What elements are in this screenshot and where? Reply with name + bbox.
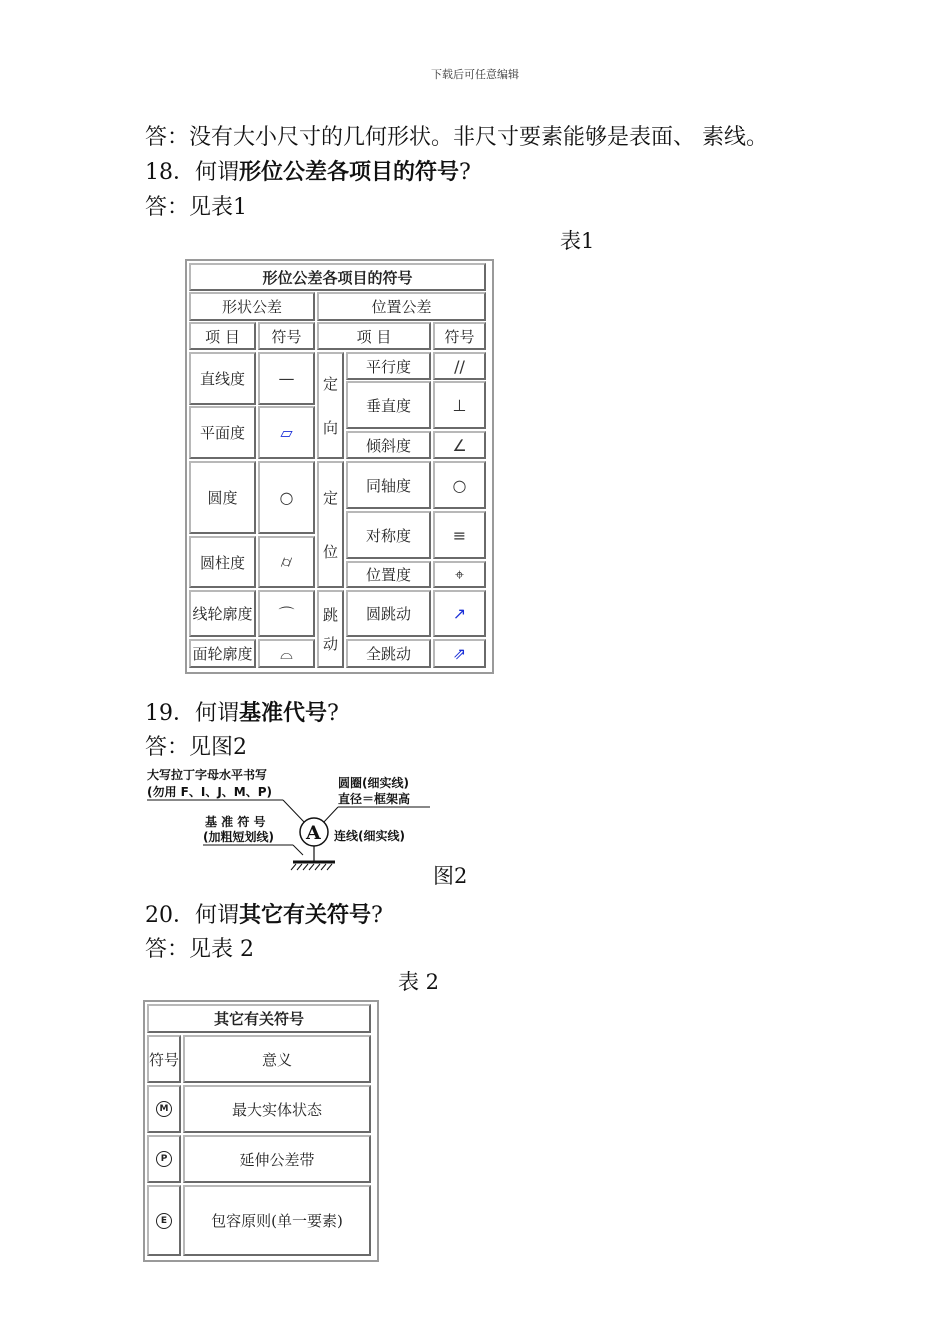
table2-caption: 表 2 [398, 970, 440, 994]
question-19-number: 19．何谓 [145, 701, 239, 726]
table2-header-symbol: 符号 [147, 1035, 181, 1083]
question-20 [145, 898, 383, 929]
table1-header-symbol-position: 符号 [433, 322, 486, 350]
other-symbols-table [143, 1000, 379, 1262]
table1-shape-name: 圆柱度 [189, 536, 256, 588]
straightness-icon: — [258, 352, 315, 405]
table1-shape-name: 圆度 [189, 461, 256, 534]
table1-position-name: 垂直度 [346, 381, 431, 429]
flatness-icon: ▱ [258, 406, 315, 459]
table2-header-meaning: 意义 [183, 1035, 371, 1083]
question-19-end: ? [327, 701, 339, 726]
page-header: 下载后可任意编辑 [431, 68, 519, 81]
question-18 [145, 155, 471, 186]
group-label-char: 定 [322, 489, 338, 508]
line-profile-icon: ⌒ [258, 590, 315, 637]
figure2-label-lower-left-1: 基 准 符 号 [205, 815, 266, 829]
group-label-char: 位 [322, 542, 338, 561]
cylindricity-icon: ⌭ [258, 536, 315, 588]
table1-position-name: 倾斜度 [346, 431, 431, 459]
figure2-label-upper-left-2: (勿用 F、I、J、M、P) [147, 785, 273, 799]
table1-position-name: 对称度 [346, 511, 431, 559]
coaxiality-icon: ○ [433, 461, 486, 509]
figure2-label-right-1: 圆圈(细实线) [338, 776, 409, 790]
question-20-end: ? [371, 903, 383, 928]
circled-symbol: E [156, 1213, 172, 1229]
table2-meaning: 延伸公差带 [183, 1135, 371, 1183]
total-runout-icon: ⇗ [433, 639, 486, 668]
projected-zone-icon [147, 1135, 181, 1183]
ground-hatch [291, 864, 332, 870]
tolerance-symbols-table [185, 259, 494, 674]
table2-meaning: 最大实体状态 [183, 1085, 371, 1133]
surface-profile-icon: ⌓ [258, 639, 315, 668]
leader-line [323, 807, 338, 823]
datum-symbol-figure [145, 765, 435, 875]
previous-answer: 答：没有大小尺寸的几何形状。非尺寸要素能够是表面、 素线。 [145, 125, 768, 150]
question-20-number: 20．何谓 [145, 903, 239, 928]
table1-position-name: 同轴度 [346, 461, 431, 509]
max-material-icon [147, 1085, 181, 1133]
circular-runout-icon: ↗ [433, 590, 486, 637]
circled-symbol: M [156, 1101, 172, 1117]
answer-20: 答：见表 2 [145, 937, 254, 962]
position-icon: ⌖ [433, 561, 486, 588]
table1-position-name: 平行度 [346, 352, 431, 380]
table1-shape-name: 直线度 [189, 352, 256, 405]
table1-group-shape: 形状公差 [189, 292, 315, 321]
table1-group-position: 位置公差 [317, 292, 486, 321]
symmetry-icon: ≡ [433, 511, 486, 559]
table1-group-runout [317, 590, 344, 668]
table1-header-item-position: 项 目 [317, 322, 431, 350]
table1-caption: 表1 [560, 229, 595, 253]
datum-letter: A [306, 822, 321, 844]
figure2-caption: 图2 [433, 864, 468, 888]
group-label-char: 动 [322, 635, 338, 653]
figure2-label-connector: 连线(细实线) [334, 829, 405, 843]
question-18-topic: 形位公差各项目的符号 [239, 160, 460, 185]
table1-title: 形位公差各项目的符号 [189, 263, 486, 291]
answer-19: 答：见图2 [145, 735, 247, 760]
circled-symbol: P [156, 1151, 172, 1167]
group-label-char: 跳 [322, 606, 338, 624]
table1-shape-name: 平面度 [189, 406, 256, 459]
question-18-number: 18．何谓 [145, 160, 239, 185]
table1-shape-name: 面轮廓度 [189, 639, 256, 668]
group-label-char: 定 [322, 375, 338, 394]
parallelism-icon: // [433, 352, 486, 380]
leader-line [283, 800, 305, 823]
table1-position-name: 全跳动 [346, 639, 431, 668]
table1-header-symbol: 符号 [258, 322, 315, 350]
question-20-topic: 其它有关符号 [239, 903, 372, 928]
figure2-label-upper-left-1: 大写拉丁字母水平书写 [147, 768, 268, 782]
table1-position-name: 圆跳动 [346, 590, 431, 637]
question-19 [145, 696, 339, 727]
table1-header-item: 项 目 [189, 322, 256, 350]
table1-group-orientation [317, 352, 344, 459]
leader-line [293, 845, 303, 855]
perpendicularity-icon: ⊥ [433, 381, 486, 429]
question-18-end: ? [459, 160, 471, 185]
table2-title: 其它有关符号 [147, 1004, 371, 1033]
roundness-icon: ○ [258, 461, 315, 534]
answer-18: 答：见表1 [145, 195, 247, 220]
group-label-char: 向 [322, 418, 338, 437]
table1-shape-name: 线轮廓度 [189, 590, 256, 637]
envelope-requirement-icon [147, 1185, 181, 1256]
figure2-label-right-2: 直径＝框架高 [338, 792, 411, 806]
table1-position-name: 位置度 [346, 561, 431, 588]
question-19-topic: 基准代号 [239, 701, 328, 726]
angularity-icon: ∠ [433, 431, 486, 459]
table1-group-location [317, 461, 344, 588]
table2-meaning: 包容原则(单一要素) [183, 1185, 371, 1256]
figure2-label-lower-left-2: (加粗短划线) [203, 830, 274, 844]
